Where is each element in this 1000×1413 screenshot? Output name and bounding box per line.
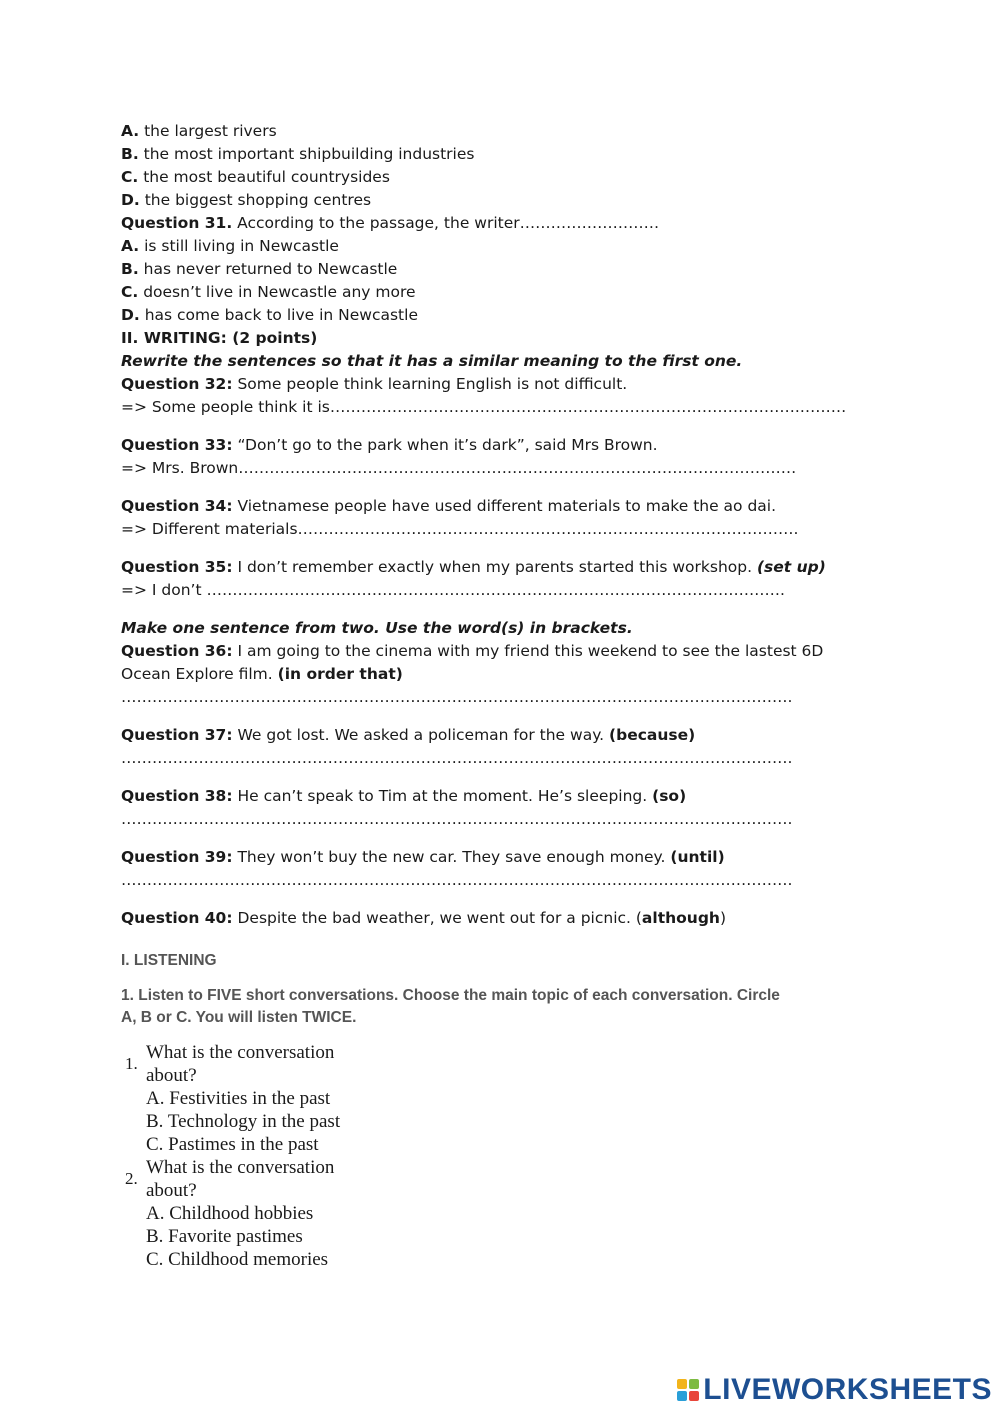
q1-option-c[interactable]: C. Pastimes in the past bbox=[146, 1134, 319, 1155]
q38-answer-line[interactable]: …………………………………………………………………………………………………………………. bbox=[121, 810, 793, 828]
q32-prompt: Question 32: Some people think learning English is not difficult. bbox=[121, 375, 628, 393]
logo-square-3 bbox=[677, 1391, 687, 1401]
writing-instruction-rewrite: Rewrite the sentences so that it has a similar meaning to the first one. bbox=[121, 352, 743, 370]
q31-option-a: A. is still living in Newcastle bbox=[121, 237, 339, 255]
q30-option-c: C. the most beautiful countrysides bbox=[121, 168, 390, 186]
q36-prompt: Question 36: I am going to the cinema with my friend this weekend to see the lastest 6D bbox=[121, 642, 824, 660]
liveworksheets-logo bbox=[677, 1373, 992, 1407]
q36-answer-line[interactable]: …………………………………………………………………………………………………………………. bbox=[121, 688, 793, 706]
writing-instruction-combine: Make one sentence from two. Use the word(s) in brackets. bbox=[121, 619, 633, 637]
listening-instruction-line2: A, B or C. You will listen TWICE. bbox=[121, 1009, 357, 1026]
q2-option-c[interactable]: C. Childhood memories bbox=[146, 1249, 329, 1270]
logo-square-1 bbox=[677, 1379, 687, 1389]
q31-option-c: C. doesn’t live in Newcastle any more bbox=[121, 283, 416, 301]
q33-prompt: Question 33: “Don’t go to the park when it’s dark”, said Mrs Brown. bbox=[121, 436, 658, 454]
writing-heading: II. WRITING: (2 points) bbox=[121, 329, 318, 347]
question-text: What is the conversation bbox=[146, 1157, 335, 1178]
q31-prompt: Question 31. According to the passage, the writer……………………… bbox=[121, 214, 660, 232]
logo-text: LIVEWORKSHEETS bbox=[703, 1373, 992, 1406]
question-text: What is the conversation bbox=[146, 1042, 335, 1063]
q30-option-d: D. the biggest shopping centres bbox=[121, 191, 372, 209]
q30-option-b: B. the most important shipbuilding industries bbox=[121, 145, 475, 163]
q1-option-b[interactable]: B. Technology in the past bbox=[146, 1111, 341, 1132]
question-number: 1. bbox=[125, 1054, 138, 1073]
logo-grid-icon bbox=[677, 1379, 699, 1401]
listening-question-1 bbox=[121, 1041, 901, 1087]
q31-option-b: B. has never returned to Newcastle bbox=[121, 260, 398, 278]
q39-answer-line[interactable]: …………………………………………………………………………………………………………………. bbox=[121, 871, 793, 889]
question-number: 2. bbox=[125, 1169, 138, 1188]
q37-prompt: Question 37: We got lost. We asked a policeman for the way. (because) bbox=[121, 726, 696, 744]
q37-answer-line[interactable]: …………………………………………………………………………………………………………………. bbox=[121, 749, 793, 767]
listening-question-2 bbox=[121, 1156, 901, 1202]
q38-prompt: Question 38: He can’t speak to Tim at the moment. He’s sleeping. (so) bbox=[121, 787, 687, 805]
q35-prompt: Question 35: I don’t remember exactly when my parents started this workshop. (set up) bbox=[121, 558, 826, 576]
logo-square-4 bbox=[689, 1391, 699, 1401]
q39-prompt: Question 39: They won’t buy the new car. They save enough money. (until) bbox=[121, 848, 725, 866]
question-text-cont: about? bbox=[146, 1180, 197, 1201]
q34-answer-line[interactable]: => Different materials……………………………………………………………………………………. bbox=[121, 520, 799, 538]
q34-prompt: Question 34: Vietnamese people have used different materials to make the ao dai. bbox=[121, 497, 777, 515]
listening-heading: I. LISTENING bbox=[121, 952, 217, 969]
q32-answer-line[interactable]: => Some people think it is……………………………………………………………………………….……… bbox=[121, 398, 847, 416]
q33-answer-line[interactable]: => Mrs. Brown……………………………………………………………………………………………… bbox=[121, 459, 797, 477]
q36-prompt-cont: Ocean Explore film. (in order that) bbox=[121, 665, 403, 683]
q30-option-a: A. the largest rivers bbox=[121, 122, 277, 140]
logo-square-2 bbox=[689, 1379, 699, 1389]
q40-prompt: Question 40: Despite the bad weather, we went out for a picnic. (although) bbox=[121, 909, 727, 927]
worksheet-page bbox=[121, 120, 901, 1271]
q35-answer-line[interactable]: => I don’t …………………………………………………………………………………………………. bbox=[121, 581, 785, 599]
question-text-cont: about? bbox=[146, 1065, 197, 1086]
q2-option-a[interactable]: A. Childhood hobbies bbox=[146, 1203, 314, 1224]
q1-option-a[interactable]: A. Festivities in the past bbox=[146, 1088, 331, 1109]
listening-instruction-line1: 1. Listen to FIVE short conversations. Choose the main topic of each conversation. Circle bbox=[121, 987, 780, 1004]
q2-option-b[interactable]: B. Favorite pastimes bbox=[146, 1226, 303, 1247]
q31-option-d: D. has come back to live in Newcastle bbox=[121, 306, 418, 324]
